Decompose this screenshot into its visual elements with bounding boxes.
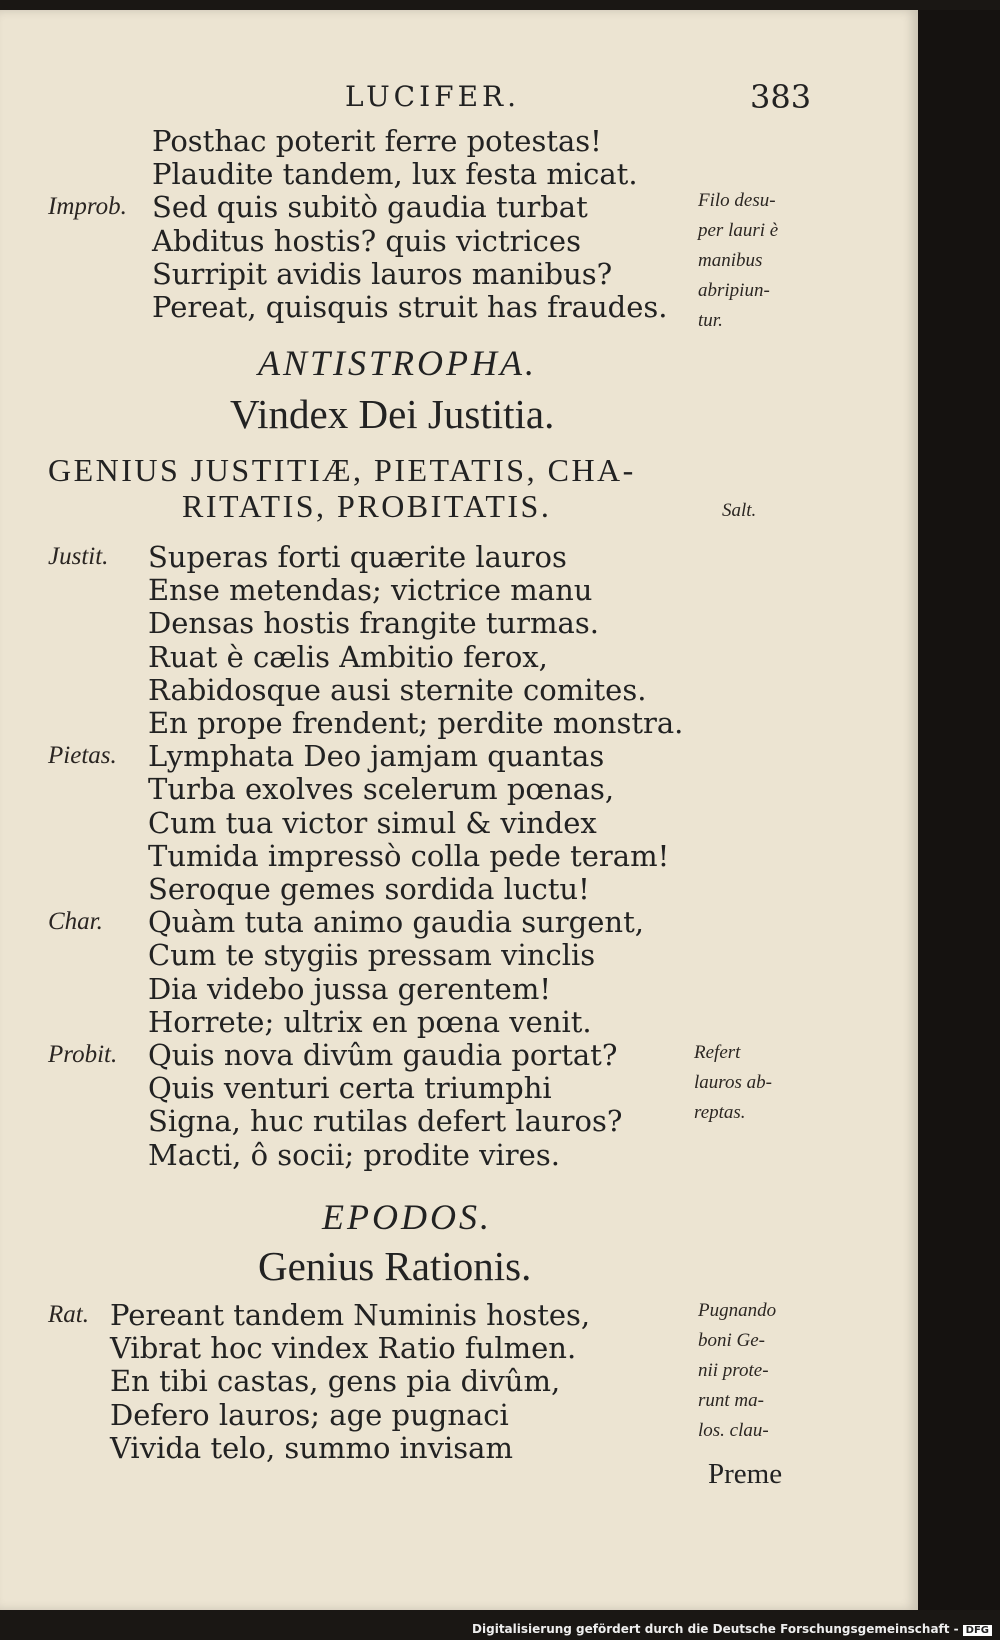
- scan-background: [918, 10, 1000, 1610]
- catchword: Preme: [708, 1458, 783, 1490]
- genius-heading-line-1: GENIUS JUSTITIÆ, PIETATIS, CHA-: [48, 452, 636, 488]
- verse-line: Abditus hostis? quis victrices: [152, 223, 581, 258]
- marginal-note-line: boni Ge-: [698, 1330, 766, 1351]
- verse-line: En prope frendent; perdite monstra.: [148, 706, 684, 740]
- marginal-note-line: los. clau-: [698, 1420, 769, 1441]
- verse-line: Cum te stygiis pressam vinclis: [148, 938, 596, 973]
- verse-line: Macti, ô socii; prodite vires.: [148, 1137, 560, 1172]
- verse-line: Pereat, quisquis struit has fraudes.: [152, 290, 668, 324]
- verse-line: Cum tua victor simul & vindex: [148, 805, 597, 840]
- section-subtitle-vindex: Vindex Dei Justitia.: [230, 391, 555, 437]
- marginal-note-line: runt ma-: [698, 1390, 764, 1411]
- marginal-note-line: per lauri è: [698, 220, 779, 241]
- marginal-note-line: tur.: [698, 310, 723, 331]
- genius-heading-line-2: RITATIS, PROBITATIS.: [182, 488, 552, 524]
- marginal-note-line: reptas.: [694, 1102, 746, 1123]
- verse-line: Rabidosque ausi sternite comites.: [148, 672, 647, 707]
- verse-line: Quàm tuta animo gaudia surgent,: [148, 905, 644, 940]
- verse-line: Defero lauros; age pugnaci: [110, 1397, 509, 1432]
- verse-line: Seroque gemes sordida luctu!: [148, 872, 590, 906]
- verse-line: Pereant tandem Numinis hostes,: [110, 1298, 591, 1332]
- verse-line: Lymphata Deo jamjam quantas: [148, 739, 605, 774]
- section-title-epodos: EPODOS.: [322, 1197, 492, 1237]
- marginal-note-line: Refert: [694, 1042, 741, 1063]
- verse-line: Horrete; ultrix en pœna venit.: [148, 1004, 592, 1039]
- marginal-note-line: abripiun-: [698, 280, 770, 301]
- verse-line: Posthac poterit ferre potestas!: [152, 124, 602, 158]
- marginal-note-line: nii prote-: [698, 1360, 769, 1381]
- book-page: [0, 10, 918, 1610]
- marginal-note-line: manibus: [698, 250, 763, 271]
- digitization-credit: [472, 1622, 992, 1636]
- dfg-logo: DFG: [963, 1625, 992, 1636]
- credit-text: Digitalisierung gefördert durch die Deutsche Forschungsgemeinschaft -: [472, 1622, 959, 1636]
- verse-line: Surripit avidis lauros manibus?: [152, 256, 613, 291]
- verse-line: Ruat è cælis Ambitio ferox,: [148, 639, 548, 674]
- speaker-label: Rat.: [48, 1301, 89, 1328]
- running-title: LUCIFER.: [345, 80, 520, 113]
- verse-line: Quis venturi certa triumphi: [148, 1071, 552, 1106]
- section-title-antistropha: ANTISTROPHA.: [258, 343, 537, 383]
- speaker-label: Probit.: [48, 1041, 118, 1068]
- verse-line: En tibi castas, gens pia divûm,: [110, 1364, 561, 1399]
- verse-line: Signa, huc rutilas defert lauros?: [148, 1104, 623, 1139]
- verse-line: Vivida telo, summo invisam: [110, 1430, 513, 1465]
- verse-line: Superas forti quærite lauros: [148, 540, 567, 574]
- marginal-note-line: Filo desu-: [698, 190, 776, 211]
- speaker-label: Justit.: [48, 543, 109, 570]
- marginal-note-line: Pugnando: [698, 1300, 777, 1321]
- verse-line: Ense metendas; victrice manu: [148, 573, 593, 608]
- verse-line: Sed quis subitò gaudia turbat: [152, 190, 588, 225]
- speaker-label: Char.: [48, 908, 103, 936]
- verse-line: Densas hostis frangite turmas.: [148, 606, 599, 641]
- speaker-label: Improb.: [48, 193, 127, 221]
- verse-line: Vibrat hoc vindex Ratio fulmen.: [110, 1331, 577, 1366]
- verse-line: Turba exolves scelerum pœnas,: [148, 772, 615, 807]
- verse-line: Plaudite tandem, lux festa micat.: [152, 157, 638, 192]
- verse-line: Quis nova divûm gaudia portat?: [148, 1038, 618, 1072]
- verse-line: Dia videbo jussa gerentem!: [148, 971, 551, 1006]
- page-number: 383: [750, 78, 812, 116]
- marginal-note-line: lauros ab-: [694, 1072, 772, 1093]
- marginal-note-salt: Salt.: [722, 500, 757, 521]
- speaker-label: Pietas.: [48, 742, 117, 770]
- section-subtitle-genius-rationis: Genius Rationis.: [258, 1243, 532, 1289]
- verse-line: Tumida impressò colla pede teram!: [148, 838, 670, 873]
